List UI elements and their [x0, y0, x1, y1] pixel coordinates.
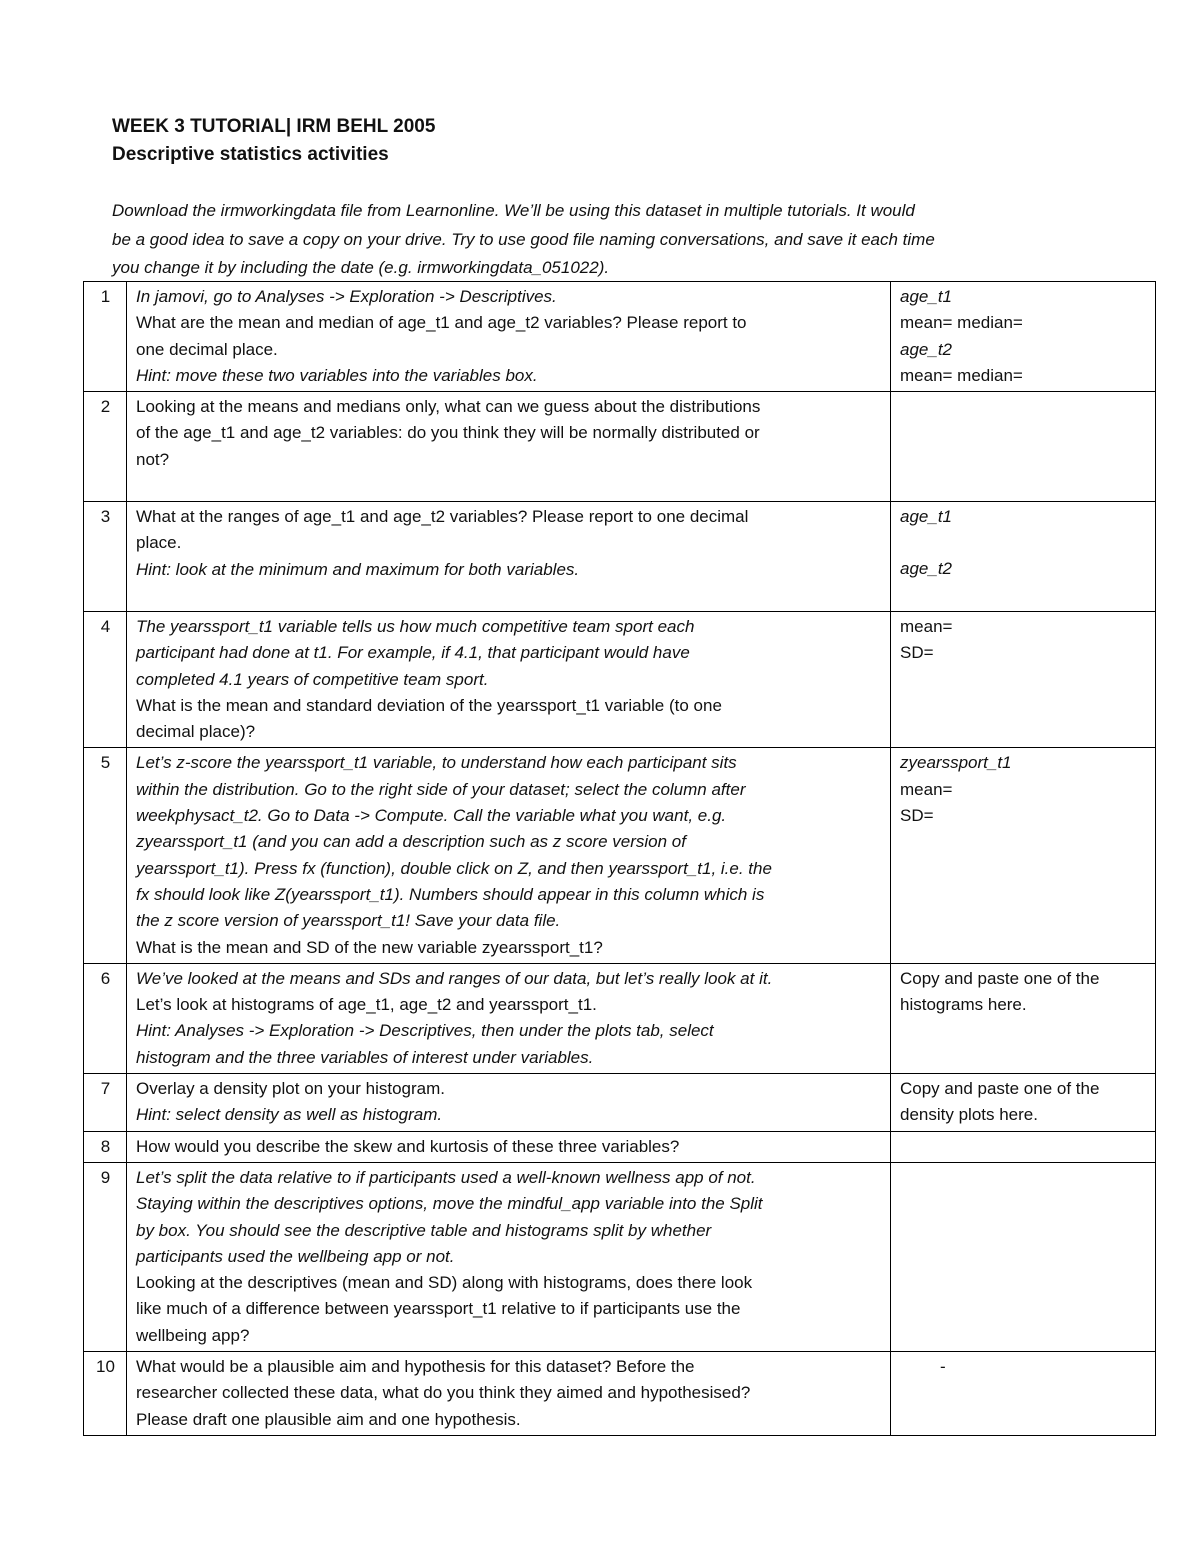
instruction-line-italic: fx should look like Z(yearssport_t1). Numbers should appear in this column which is — [136, 884, 765, 904]
intro-paragraph — [112, 197, 1092, 283]
activity-instructions — [127, 1351, 891, 1435]
instruction-line-italic: Hint: Analyses -> Exploration -> Descriptives, then under the plots tab, select — [136, 1021, 714, 1041]
answer-line: mean= — [900, 779, 953, 799]
document-title: WEEK 3 TUTORIAL| IRM BEHL 2005 — [112, 116, 436, 137]
activity-row — [84, 392, 1156, 502]
instruction-line: Let’s look at histograms of age_t1, age_t2 and yearssport_t1. — [136, 995, 597, 1015]
activity-instructions — [127, 1131, 891, 1162]
answer-line: Copy and paste one of the — [900, 1079, 1100, 1099]
activity-row — [84, 282, 1156, 392]
answer-cell[interactable] — [891, 1074, 1156, 1132]
activity-instructions — [127, 502, 891, 612]
instruction-line-italic: participant had done at t1. For example, if 4.1, that participant would have — [136, 643, 690, 663]
activity-number: 5 — [84, 748, 127, 963]
answer-line: mean= median= — [900, 313, 1023, 333]
answer-line: mean= — [900, 616, 953, 636]
answer-line: Copy and paste one of the — [900, 968, 1100, 988]
answer-cell[interactable] — [891, 611, 1156, 747]
activity-row — [84, 611, 1156, 747]
instruction-line: How would you describe the skew and kurtosis of these three variables? — [136, 1136, 680, 1156]
answer-line: zyearssport_t1 — [900, 753, 1012, 773]
activity-row — [84, 1351, 1156, 1435]
instruction-line-italic: The yearssport_t1 variable tells us how much competitive team sport each — [136, 616, 695, 636]
instruction-line: wellbeing app? — [136, 1325, 250, 1345]
instruction-line-italic: participants used the wellbeing app or not. — [136, 1246, 455, 1266]
instruction-line-italic: Let’s z-score the yearssport_t1 variable, to understand how each participant sits — [136, 753, 737, 773]
activity-row — [84, 502, 1156, 612]
instruction-line: researcher collected these data, what do you think they aimed and hypothesised? — [136, 1383, 751, 1403]
instruction-line: one decimal place. — [136, 339, 278, 359]
activity-instructions — [127, 392, 891, 502]
activity-number: 8 — [84, 1131, 127, 1162]
answer-line: age_t1 — [900, 287, 952, 306]
activity-instructions — [127, 748, 891, 963]
activity-row — [84, 1074, 1156, 1132]
instruction-line — [136, 583, 882, 609]
answer-line: histograms here. — [900, 995, 1027, 1015]
answer-line: age_t2 — [900, 339, 952, 359]
instruction-line: not? — [136, 449, 170, 469]
activity-instructions — [127, 611, 891, 747]
activity-row — [84, 748, 1156, 963]
activity-row — [84, 963, 1156, 1073]
activity-row — [84, 1131, 1156, 1162]
activity-instructions — [127, 1074, 891, 1132]
activities-table — [83, 281, 1156, 1436]
answer-line: mean= median= — [900, 365, 1023, 385]
answer-cell[interactable] — [891, 392, 1156, 502]
instruction-line-italic: Let’s split the data relative to if participants used a well-known wellness app of not. — [136, 1167, 756, 1187]
answer-cell[interactable] — [891, 502, 1156, 612]
answer-line: SD= — [900, 806, 934, 826]
instruction-line: Overlay a density plot on your histogram. — [136, 1079, 445, 1099]
intro-line: Download the irmworkingdata file from Learnonline. We’ll be using this dataset in multiple tutorials. It would — [112, 201, 915, 220]
instruction-line-italic: the z score version of yearssport_t1! Save your data file. — [136, 911, 561, 931]
answer-cell[interactable] — [891, 1162, 1156, 1351]
instruction-line: What would be a plausible aim and hypothesis for this dataset? Before the — [136, 1356, 695, 1376]
instruction-line-italic: histogram and the three variables of interest under variables. — [136, 1047, 594, 1067]
instruction-line-italic: Staying within the descriptives options, move the mindful_app variable into the Split — [136, 1194, 763, 1214]
instruction-line-italic: weekphysact_t2. Go to Data -> Compute. Call the variable what you want, e.g. — [136, 806, 727, 826]
activity-instructions — [127, 282, 891, 392]
instruction-line: decimal place)? — [136, 722, 256, 742]
document-subtitle: Descriptive statistics activities — [112, 144, 389, 165]
instruction-line-italic: We’ve looked at the means and SDs and ranges of our data, but let’s really look at it. — [136, 968, 773, 988]
answer-cell[interactable] — [891, 1131, 1156, 1162]
activity-number: 10 — [84, 1351, 127, 1435]
instruction-line: of the age_t1 and age_t2 variables: do you think they will be normally distributed or — [136, 423, 760, 443]
answer-cell[interactable] — [891, 963, 1156, 1073]
instruction-line-italic: Hint: move these two variables into the variables box. — [136, 365, 538, 385]
instruction-line-italic: Hint: select density as well as histogram. — [136, 1105, 443, 1125]
instruction-line: Looking at the descriptives (mean and SD) along with histograms, does there look — [136, 1273, 753, 1293]
answer-line: density plots here. — [900, 1105, 1038, 1125]
activity-number: 9 — [84, 1162, 127, 1351]
instruction-line: What are the mean and median of age_t1 and age_t2 variables? Please report to — [136, 313, 747, 333]
answer-cell[interactable] — [891, 1351, 1156, 1435]
answer-line: SD= — [900, 643, 934, 663]
instruction-line-italic: zyearssport_t1 (and you can add a description such as z score version of — [136, 832, 686, 852]
instruction-line-italic: Hint: look at the minimum and maximum for both variables. — [136, 559, 580, 579]
activity-instructions — [127, 1162, 891, 1351]
activity-number: 2 — [84, 392, 127, 502]
answer-line: - — [940, 1356, 946, 1376]
instruction-line: What is the mean and SD of the new variable zyearssport_t1? — [136, 937, 603, 957]
activity-number: 4 — [84, 611, 127, 747]
instruction-line: What at the ranges of age_t1 and age_t2 variables? Please report to one decimal — [136, 507, 749, 527]
answer-cell[interactable] — [891, 282, 1156, 392]
activity-instructions — [127, 963, 891, 1073]
instruction-line-italic: within the distribution. Go to the right side of your dataset; select the column after — [136, 779, 746, 799]
intro-line: you change it by including the date (e.g. irmworkingdata_051022). — [112, 258, 610, 277]
instruction-line-italic: In jamovi, go to Analyses -> Exploration -> Descriptives. — [136, 287, 557, 306]
instruction-line-italic: by box. You should see the descriptive table and histograms split by whether — [136, 1220, 712, 1240]
intro-line: be a good idea to save a copy on your drive. Try to use good file naming conversations, and save it each time — [112, 229, 935, 249]
instruction-line: place. — [136, 533, 182, 553]
activity-number: 1 — [84, 282, 127, 392]
instruction-line: Looking at the means and medians only, what can we guess about the distributions — [136, 397, 761, 417]
answer-line: age_t2 — [900, 559, 952, 579]
instruction-line: Please draft one plausible aim and one hypothesis. — [136, 1409, 521, 1429]
answer-line — [900, 530, 1147, 556]
instruction-line-italic: completed 4.1 years of competitive team sport. — [136, 669, 489, 689]
activity-number: 7 — [84, 1074, 127, 1132]
activities-table-body — [84, 282, 1156, 1436]
instruction-line: What is the mean and standard deviation of the yearssport_t1 variable (to one — [136, 695, 722, 715]
answer-line: age_t1 — [900, 507, 952, 527]
activity-number: 3 — [84, 502, 127, 612]
instruction-line-italic: yearssport_t1). Press fx (function), double click on Z, and then yearssport_t1, i.e. the — [136, 858, 772, 878]
answer-cell[interactable] — [891, 748, 1156, 963]
instruction-line — [136, 473, 882, 499]
activity-row — [84, 1162, 1156, 1351]
instruction-line: like much of a difference between yearssport_t1 relative to if participants use the — [136, 1299, 741, 1319]
activity-number: 6 — [84, 963, 127, 1073]
